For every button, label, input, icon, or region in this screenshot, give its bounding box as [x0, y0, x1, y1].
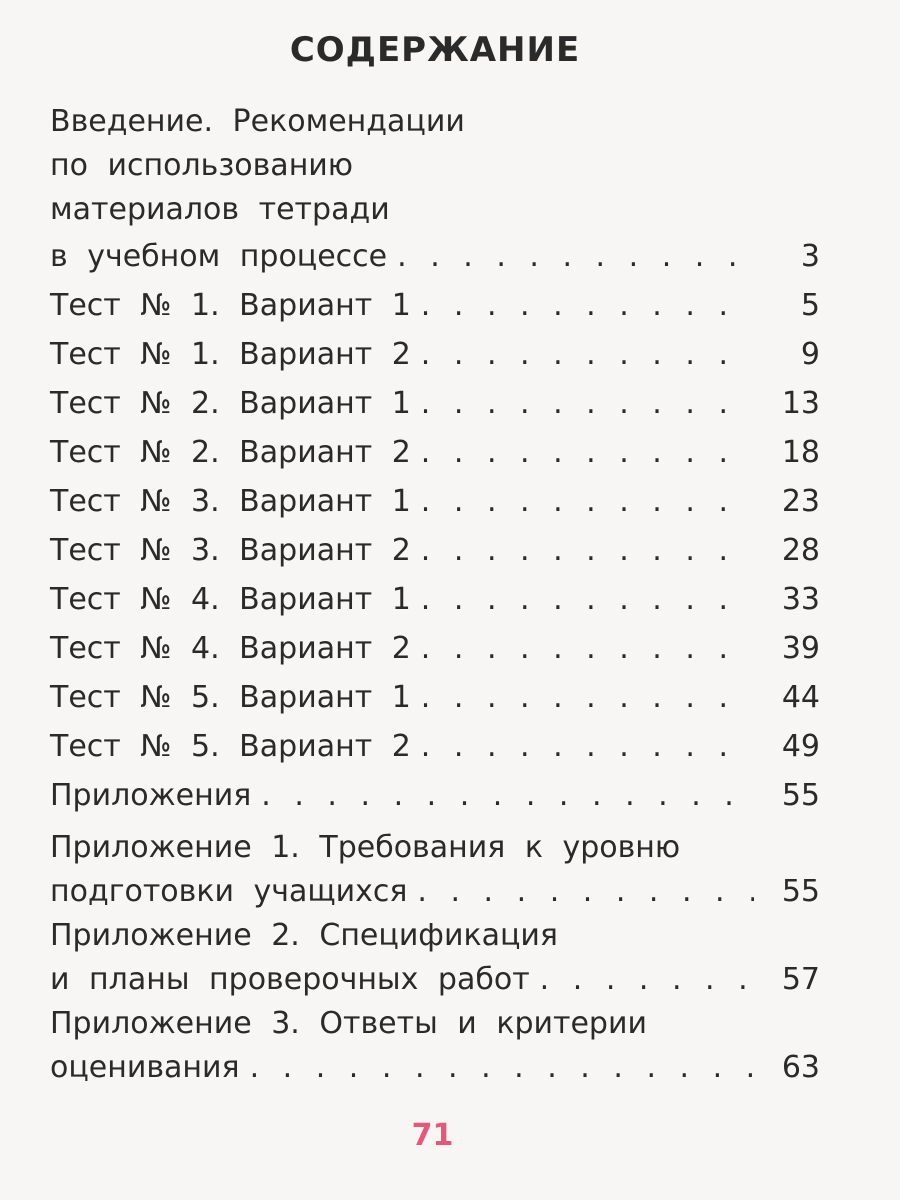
toc-entry-page: 57	[781, 962, 820, 997]
toc-appendix-line: Приложение 2. Спецификация	[50, 918, 558, 953]
toc-appendix-line: Приложение 1. Требования к уровню	[50, 830, 681, 865]
toc-entry-title: и планы проверочных работ	[50, 962, 530, 997]
toc-entry-appendices	[50, 771, 820, 820]
toc-entry-title: подготовки учащихся	[50, 874, 408, 909]
toc-entry-title: Тест № 1. Вариант 2	[50, 337, 411, 372]
toc-entry-page: 9	[800, 337, 820, 372]
toc-entry-page: 63	[781, 1050, 820, 1085]
toc-entry-title: Тест № 1. Вариант 1	[50, 288, 411, 323]
toc-entry-page: 33	[781, 582, 820, 617]
page-title: СОДЕРЖАНИЕ	[289, 30, 581, 70]
toc-entry-title: Тест № 4. Вариант 2	[50, 631, 411, 666]
toc-entry	[50, 722, 820, 771]
toc-entry-title: в учебном процессе	[50, 239, 388, 274]
dot-leader	[421, 575, 754, 624]
toc-intro	[50, 100, 820, 281]
toc-entry-title: Тест № 5. Вариант 2	[50, 729, 411, 764]
dot-leader	[261, 771, 754, 820]
toc-entry-title: Приложения	[50, 778, 252, 813]
toc-entry	[50, 1046, 820, 1090]
toc-entry	[50, 428, 820, 477]
dot-leader	[250, 1046, 754, 1090]
dot-leader	[417, 870, 754, 914]
dot-leader	[421, 722, 754, 771]
dot-leader	[421, 477, 754, 526]
toc-entry	[50, 232, 820, 281]
toc-entry-page: 39	[781, 631, 820, 666]
toc-entry-title: Тест № 5. Вариант 1	[50, 680, 411, 715]
dot-leader	[540, 958, 754, 1002]
toc-entry-title: Тест № 2. Вариант 2	[50, 435, 411, 470]
dot-leader	[421, 379, 754, 428]
toc-entry-page: 49	[781, 729, 820, 764]
dot-leader	[421, 330, 754, 379]
table-of-contents	[50, 100, 820, 1090]
toc-entry	[50, 477, 820, 526]
toc-entry-title: Тест № 2. Вариант 1	[50, 386, 411, 421]
toc-intro-line: по использованию	[50, 148, 354, 183]
toc-entry-title: оценивания	[50, 1050, 240, 1085]
toc-entry-page: 5	[800, 288, 820, 323]
toc-entry	[50, 870, 820, 914]
toc-appendix	[50, 914, 820, 1002]
dot-leader	[421, 526, 754, 575]
toc-appendix	[50, 826, 820, 914]
page-number: 71	[411, 1118, 454, 1153]
toc-entry-title: Тест № 3. Вариант 2	[50, 533, 411, 568]
toc-entry	[50, 673, 820, 722]
toc-entry	[50, 958, 820, 1002]
toc-entry-page: 55	[781, 778, 820, 813]
dot-leader	[421, 624, 754, 673]
toc-entry-page: 55	[781, 874, 820, 909]
toc-entry	[50, 575, 820, 624]
toc-entry-title: Тест № 4. Вариант 1	[50, 582, 411, 617]
toc-entry-page: 3	[800, 239, 820, 274]
dot-leader	[421, 673, 754, 722]
toc-intro-line: материалов тетради	[50, 192, 390, 227]
dot-leader	[421, 428, 754, 477]
dot-leader	[421, 281, 754, 330]
toc-entry-page: 13	[781, 386, 820, 421]
toc-entry-page: 44	[781, 680, 820, 715]
toc-appendix-line: Приложение 3. Ответы и критерии	[50, 1006, 647, 1041]
toc-appendix	[50, 1002, 820, 1090]
toc-entry-title: Тест № 3. Вариант 1	[50, 484, 411, 519]
toc-entry	[50, 281, 820, 330]
toc-entry	[50, 330, 820, 379]
toc-entry-page: 18	[781, 435, 820, 470]
toc-intro-line: Введение. Рекомендации	[50, 104, 465, 139]
toc-entry	[50, 624, 820, 673]
dot-leader	[397, 232, 754, 281]
toc-entry	[50, 526, 820, 575]
toc-entry-page: 23	[781, 484, 820, 519]
toc-entry	[50, 379, 820, 428]
toc-entry-page: 28	[781, 533, 820, 568]
